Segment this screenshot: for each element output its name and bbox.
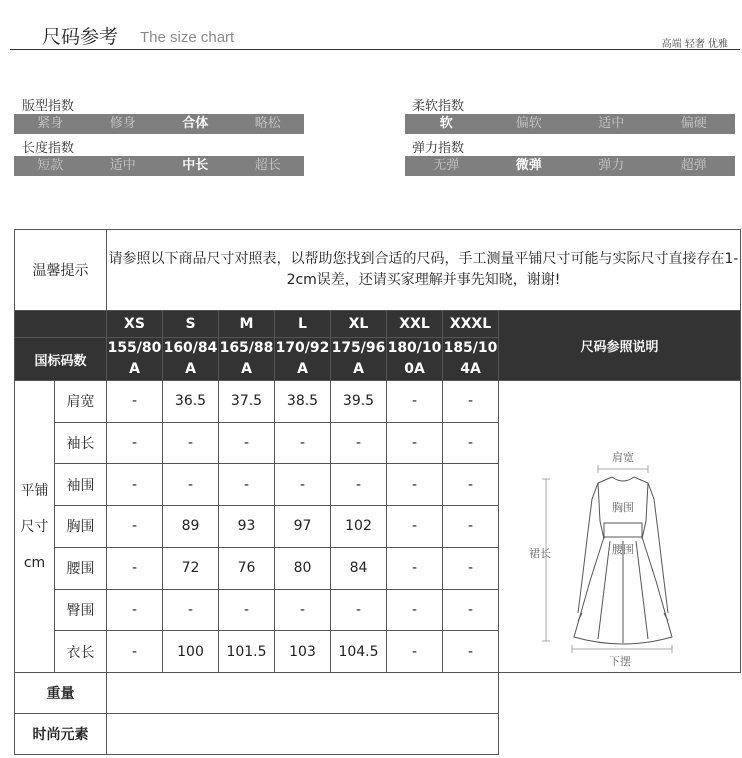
- measure-value: 100: [163, 631, 219, 673]
- measure-value: -: [443, 547, 499, 589]
- standard-size: 180/100A: [387, 338, 443, 381]
- length-index-bar: [14, 156, 304, 176]
- measure-value: 39.5: [331, 381, 387, 423]
- softness-index-option: 适中: [598, 116, 625, 131]
- standard-size: 175/96A: [331, 338, 387, 381]
- measure-value: 38.5: [275, 381, 331, 423]
- measure-value: 76: [219, 547, 275, 589]
- measure-value: -: [443, 381, 499, 423]
- waist-label: 腰围: [611, 543, 634, 556]
- measure-value: -: [107, 631, 163, 673]
- size-label: L: [275, 311, 331, 338]
- side-label-line: 平铺: [20, 482, 49, 499]
- dress-sketch-icon: [500, 381, 740, 668]
- softness-index-option: 偏软: [515, 116, 542, 131]
- measure-value: -: [443, 506, 499, 548]
- measure-value: -: [331, 589, 387, 631]
- size-table: [14, 229, 741, 755]
- length-index-option: 中长: [182, 158, 209, 173]
- fashion-label: 时尚元素: [15, 714, 107, 755]
- notice-text: 请参照以下商品尺寸对照表，以帮助您找到合适的尺码，手工测量平铺尺寸可能与实际尺寸直接存在1-2cm误差，还请买家理解并事先知晓，谢谢!: [107, 230, 741, 311]
- measure-value: -: [387, 381, 443, 423]
- measure-value: -: [443, 589, 499, 631]
- measure-value: -: [387, 506, 443, 548]
- size-label: XXL: [387, 311, 443, 338]
- measure-value: 93: [219, 506, 275, 548]
- measure-value: 37.5: [219, 381, 275, 423]
- measure-value: -: [387, 589, 443, 631]
- brand-tagline: 高端 轻奢 优雅: [661, 39, 728, 50]
- softness-index-bar: [405, 114, 735, 134]
- stretch-index-option: 超弹: [680, 158, 707, 173]
- chest-label: 胸围: [611, 501, 634, 514]
- standard-size: 155/80A: [107, 338, 163, 381]
- fit-index-label: 版型指数: [22, 99, 75, 114]
- measure-value: -: [275, 422, 331, 464]
- stretch-index-label: 弹力指数: [412, 141, 465, 156]
- measure-name: 臀围: [55, 589, 107, 631]
- stretch-index-option: 弹力: [598, 158, 625, 173]
- dress-diagram: [499, 381, 741, 673]
- measure-value: -: [219, 422, 275, 464]
- reference-label: 尺码参照说明: [499, 311, 741, 381]
- notice-label: 温馨提示: [15, 230, 107, 311]
- size-label: M: [219, 311, 275, 338]
- standard-size: 185/104A: [443, 338, 499, 381]
- measure-value: 102: [331, 506, 387, 548]
- diagram-footer-blank: [499, 673, 741, 755]
- size-header-blank: [15, 311, 107, 338]
- shoulder-label: 肩宽: [611, 451, 634, 464]
- fashion-value: [107, 714, 499, 755]
- measure-value: -: [387, 464, 443, 506]
- measure-value: -: [275, 589, 331, 631]
- side-label-line: 尺寸: [20, 518, 49, 535]
- measure-value: -: [107, 589, 163, 631]
- length-index-label: 长度指数: [22, 141, 75, 156]
- measure-value: -: [107, 381, 163, 423]
- measure-value: -: [107, 506, 163, 548]
- side-label: [15, 381, 55, 673]
- measure-value: 103: [275, 631, 331, 673]
- size-label: S: [163, 311, 219, 338]
- measure-value: -: [443, 631, 499, 673]
- measure-value: -: [331, 464, 387, 506]
- weight-value: [107, 673, 499, 714]
- measure-value: -: [387, 631, 443, 673]
- softness-index-option: 偏硬: [680, 116, 707, 131]
- stretch-index-option: 微弹: [515, 158, 542, 173]
- measure-value: -: [219, 464, 275, 506]
- measure-value: 89: [163, 506, 219, 548]
- measure-value: -: [443, 422, 499, 464]
- measure-value: 80: [275, 547, 331, 589]
- measure-name: 衣长: [55, 631, 107, 673]
- measure-value: -: [387, 547, 443, 589]
- measure-value: 101.5: [219, 631, 275, 673]
- stretch-index-option: 无弹: [433, 158, 460, 173]
- fit-index-option: 修身: [109, 116, 136, 131]
- softness-index-option: 软: [439, 116, 453, 131]
- standard-size: 160/84A: [163, 338, 219, 381]
- measure-value: -: [443, 464, 499, 506]
- measure-name: 肩宽: [55, 381, 107, 423]
- measure-name: 腰围: [55, 547, 107, 589]
- measure-value: -: [107, 422, 163, 464]
- standard-label: 国标码数: [15, 338, 107, 381]
- length-index-option: 超长: [254, 158, 281, 173]
- length-index-option: 适中: [109, 158, 136, 173]
- standard-size: 165/88A: [219, 338, 275, 381]
- size-label: XXXL: [443, 311, 499, 338]
- measure-value: -: [275, 464, 331, 506]
- measure-name: 袖围: [55, 464, 107, 506]
- standard-size: 170/92A: [275, 338, 331, 381]
- stretch-index-bar: [405, 156, 735, 176]
- measure-value: 36.5: [163, 381, 219, 423]
- size-label: XL: [331, 311, 387, 338]
- weight-label: 重量: [15, 673, 107, 714]
- fit-index-option: 略松: [254, 116, 281, 131]
- length-index-option: 短款: [37, 158, 64, 173]
- fit-index-option: 紧身: [37, 116, 64, 131]
- measure-value: 104.5: [331, 631, 387, 673]
- measure-name: 袖长: [55, 422, 107, 464]
- page-subtitle: The size chart: [140, 29, 235, 46]
- measure-value: 84: [331, 547, 387, 589]
- measure-value: 72: [163, 547, 219, 589]
- measure-value: -: [163, 464, 219, 506]
- page-title: 尺码参考: [42, 26, 119, 48]
- measure-value: 97: [275, 506, 331, 548]
- header-divider: [10, 49, 740, 50]
- measure-value: -: [107, 547, 163, 589]
- measure-value: -: [219, 589, 275, 631]
- measure-value: -: [387, 422, 443, 464]
- measure-value: -: [163, 422, 219, 464]
- measure-name: 胸围: [55, 506, 107, 548]
- side-label-line: cm: [23, 554, 46, 571]
- measure-value: -: [107, 464, 163, 506]
- size-label: XS: [107, 311, 163, 338]
- softness-index-label: 柔软指数: [412, 99, 465, 114]
- hem-label: 下摆: [608, 655, 631, 668]
- fit-index-bar: [14, 114, 304, 134]
- length-label: 裙长: [528, 547, 551, 560]
- fit-index-option: 合体: [182, 116, 209, 131]
- measure-value: -: [163, 589, 219, 631]
- measure-value: -: [331, 422, 387, 464]
